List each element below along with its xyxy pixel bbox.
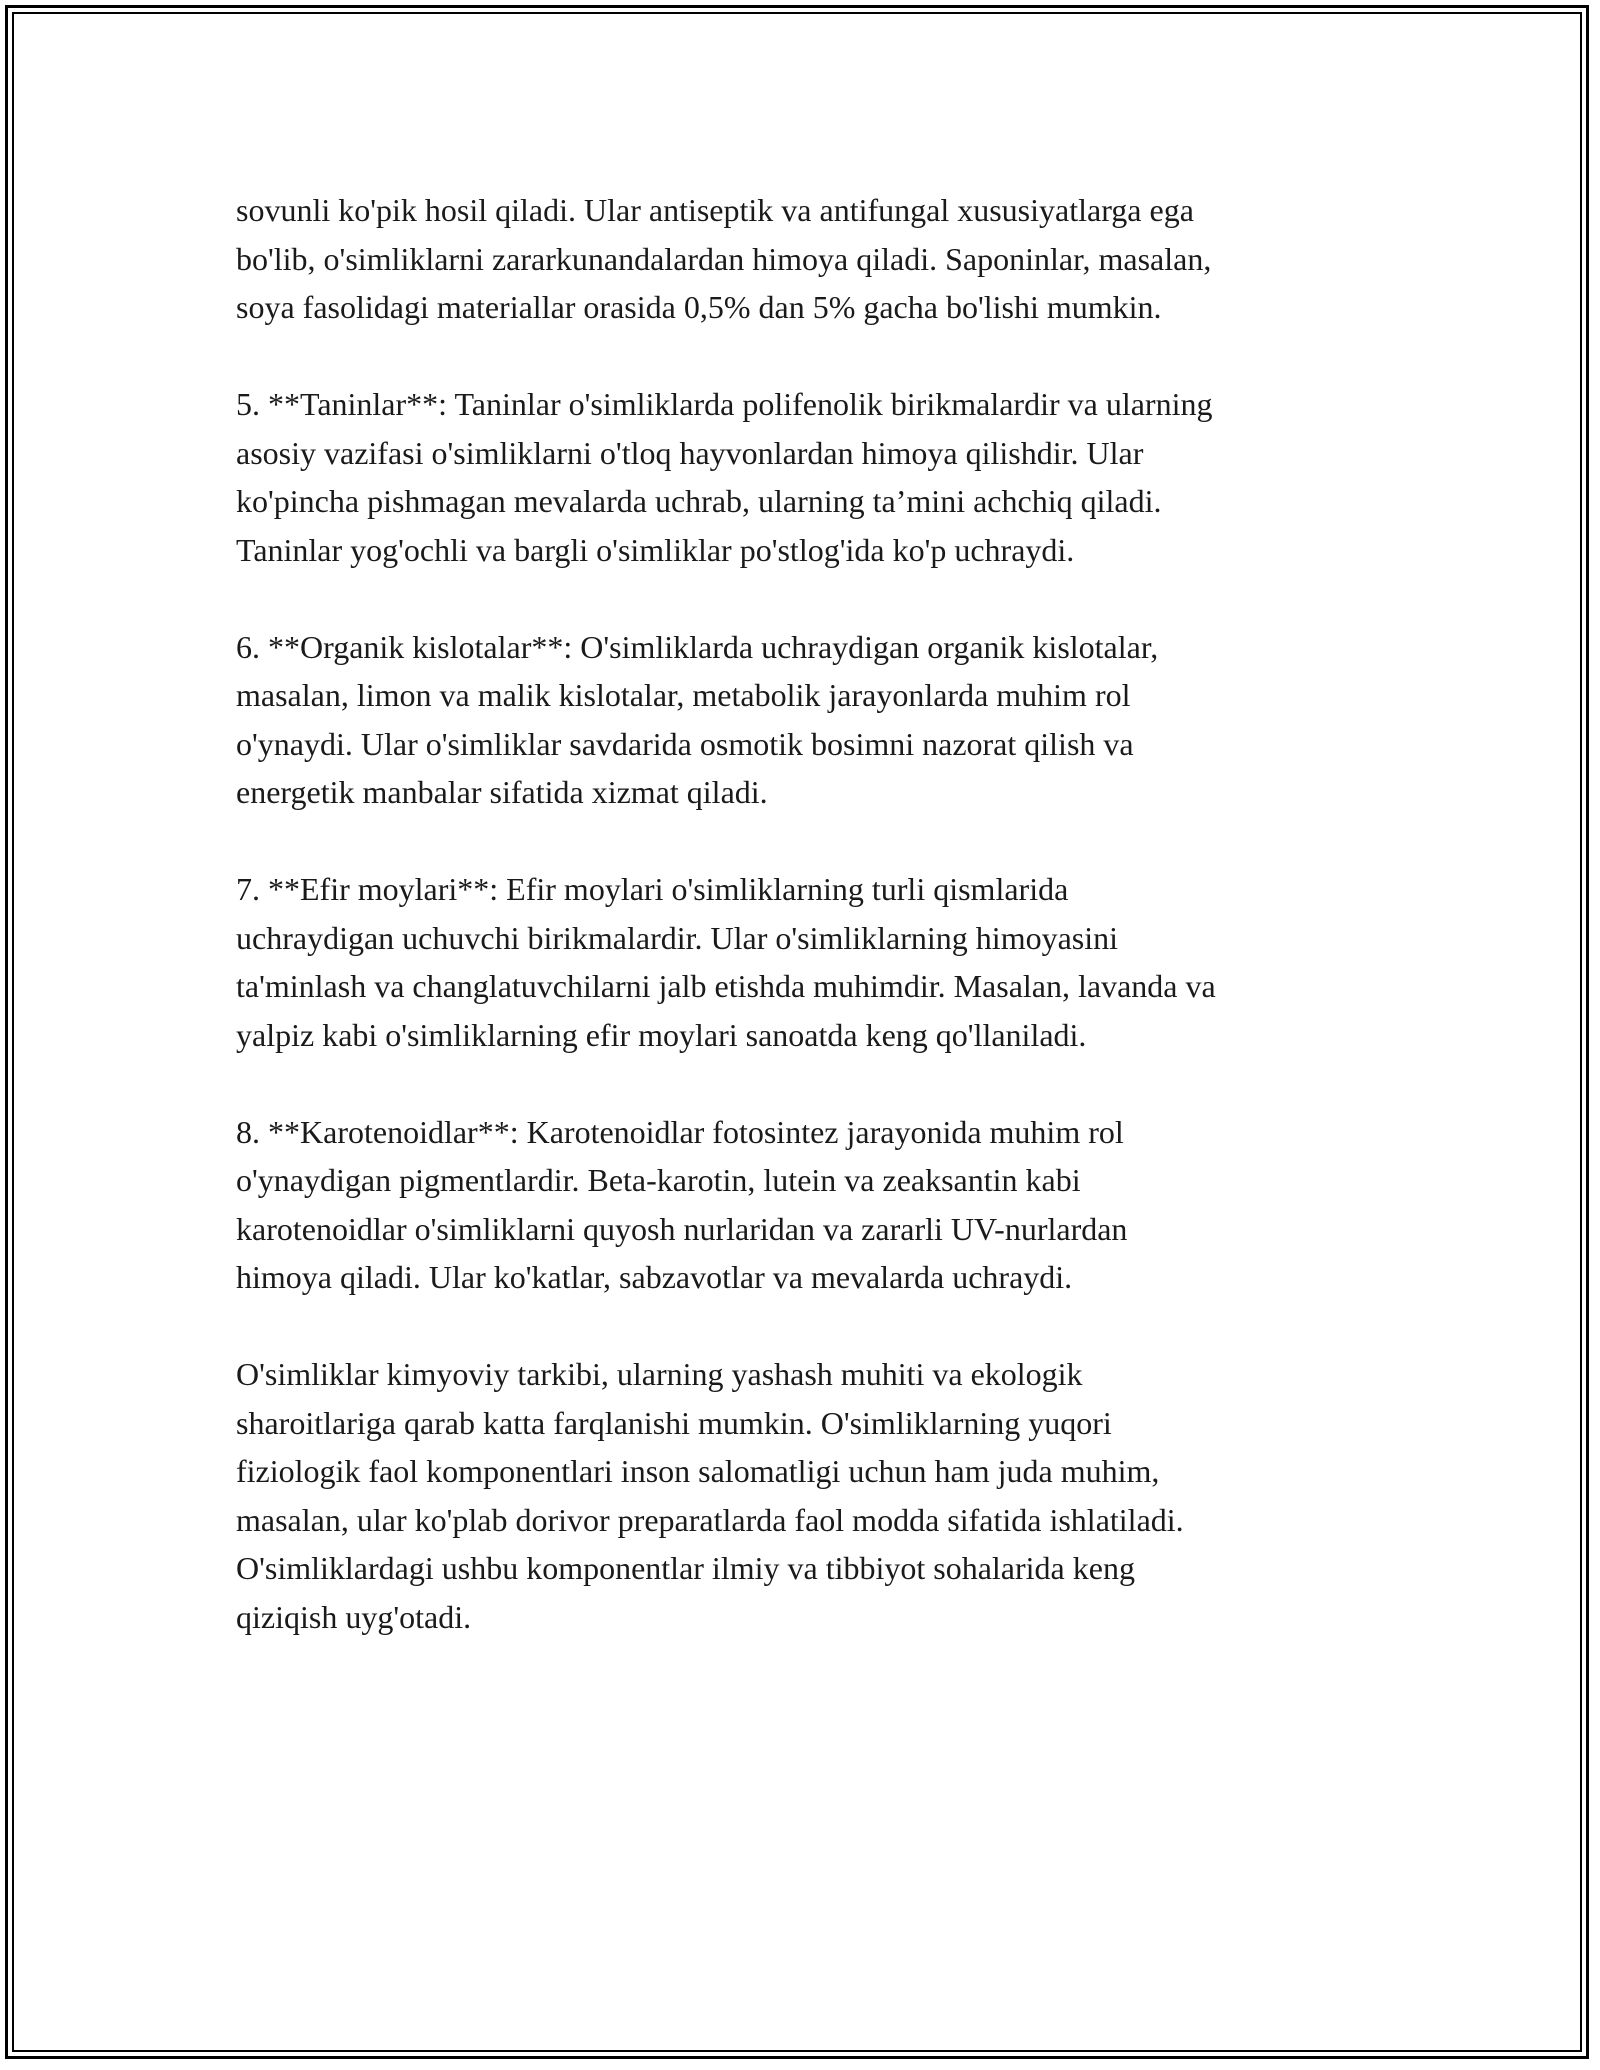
text-line: o'ynaydi. Ular o'simliklar savdarida osmotik bosimni nazorat qilish va <box>236 725 1134 762</box>
text-line: Taninlar yog'ochli va bargli o'simliklar po'stlog'ida ko'p uchraydi. <box>236 531 1075 568</box>
text-line: sovunli ko'pik hosil qiladi. Ular antiseptik va antifungal xususiyatlarga ega <box>236 192 1194 228</box>
paragraph-conclusion <box>236 1350 1396 1641</box>
text-line: o'ynaydigan pigmentlardir. Beta-karotin, lutein va zeaksantin kabi <box>236 1162 1081 1198</box>
paragraph-carotenoids <box>236 1108 1396 1302</box>
text-line: energetik manbalar sifatida xizmat qiladi. <box>236 774 768 810</box>
text-line: O'simliklar kimyoviy tarkibi, ularning yashash muhiti va ekologik <box>236 1356 1083 1392</box>
text-line: karotenoidlar o'simliklarni quyosh nurlaridan va zararli UV-nurlardan <box>236 1210 1128 1247</box>
text-line: qiziqish uyg'otadi. <box>236 1598 472 1635</box>
document-body <box>236 186 1396 1690</box>
text-line: 7. **Efir moylari**: Efir moylari o'simliklarning turli qismlarida <box>236 871 1069 907</box>
text-line: O'simliklardagi ushbu komponentlar ilmiy va tibbiyot sohalarida keng <box>236 1550 1135 1586</box>
text-line: yalpiz kabi o'simliklarning efir moylari sanoatda keng qo'llaniladi. <box>236 1016 1087 1053</box>
text-line: masalan, limon va malik kislotalar, metabolik jarayonlarda muhim rol <box>236 677 1131 713</box>
text-line: fiziologik faol komponentlari inson salomatligi uchun ham juda muhim, <box>236 1453 1160 1489</box>
text-line: uchraydigan uchuvchi birikmalardir. Ular o'simliklarning himoyasini <box>236 919 1119 956</box>
text-line: 5. **Taninlar**: Taninlar o'simliklarda polifenolik birikmalardir va ularning <box>236 386 1213 422</box>
text-line: masalan, ular ko'plab dorivor preparatlarda faol modda sifatida ishlatiladi. <box>236 1501 1184 1538</box>
text-line: sharoitlariga qarab katta farqlanishi mumkin. O'simliklarning yuqori <box>236 1404 1112 1441</box>
text-line: ko'pincha pishmagan mevalarda uchrab, ularning ta’mini achchiq qiladi. <box>236 483 1162 519</box>
text-line: soya fasolidagi materiallar orasida 0,5% dan 5% gacha bo'lishi mumkin. <box>236 289 1162 325</box>
text-line: asosiy vazifasi o'simliklarni o'tloq hayvonlardan himoya qilishdir. Ular <box>236 434 1144 471</box>
paragraph-organic-acids <box>236 623 1396 817</box>
text-line: himoya qiladi. Ular ko'katlar, sabzavotlar va mevalarda uchraydi. <box>236 1259 1073 1295</box>
text-line: ta'minlash va changlatuvchilarni jalb etishda muhimdir. Masalan, lavanda va <box>236 968 1216 1004</box>
paragraph-tannins <box>236 380 1396 574</box>
text-line: bo'lib, o'simliklarni zararkunandalardan himoya qiladi. Saponinlar, masalan, <box>236 240 1212 277</box>
text-line: 6. **Organik kislotalar**: O'simliklarda uchraydigan organik kislotalar, <box>236 628 1159 665</box>
paragraph-saponins-continued <box>236 186 1396 332</box>
paragraph-essential-oils <box>236 865 1396 1059</box>
text-line: 8. **Karotenoidlar**: Karotenoidlar fotosintez jarayonida muhim rol <box>236 1113 1124 1150</box>
